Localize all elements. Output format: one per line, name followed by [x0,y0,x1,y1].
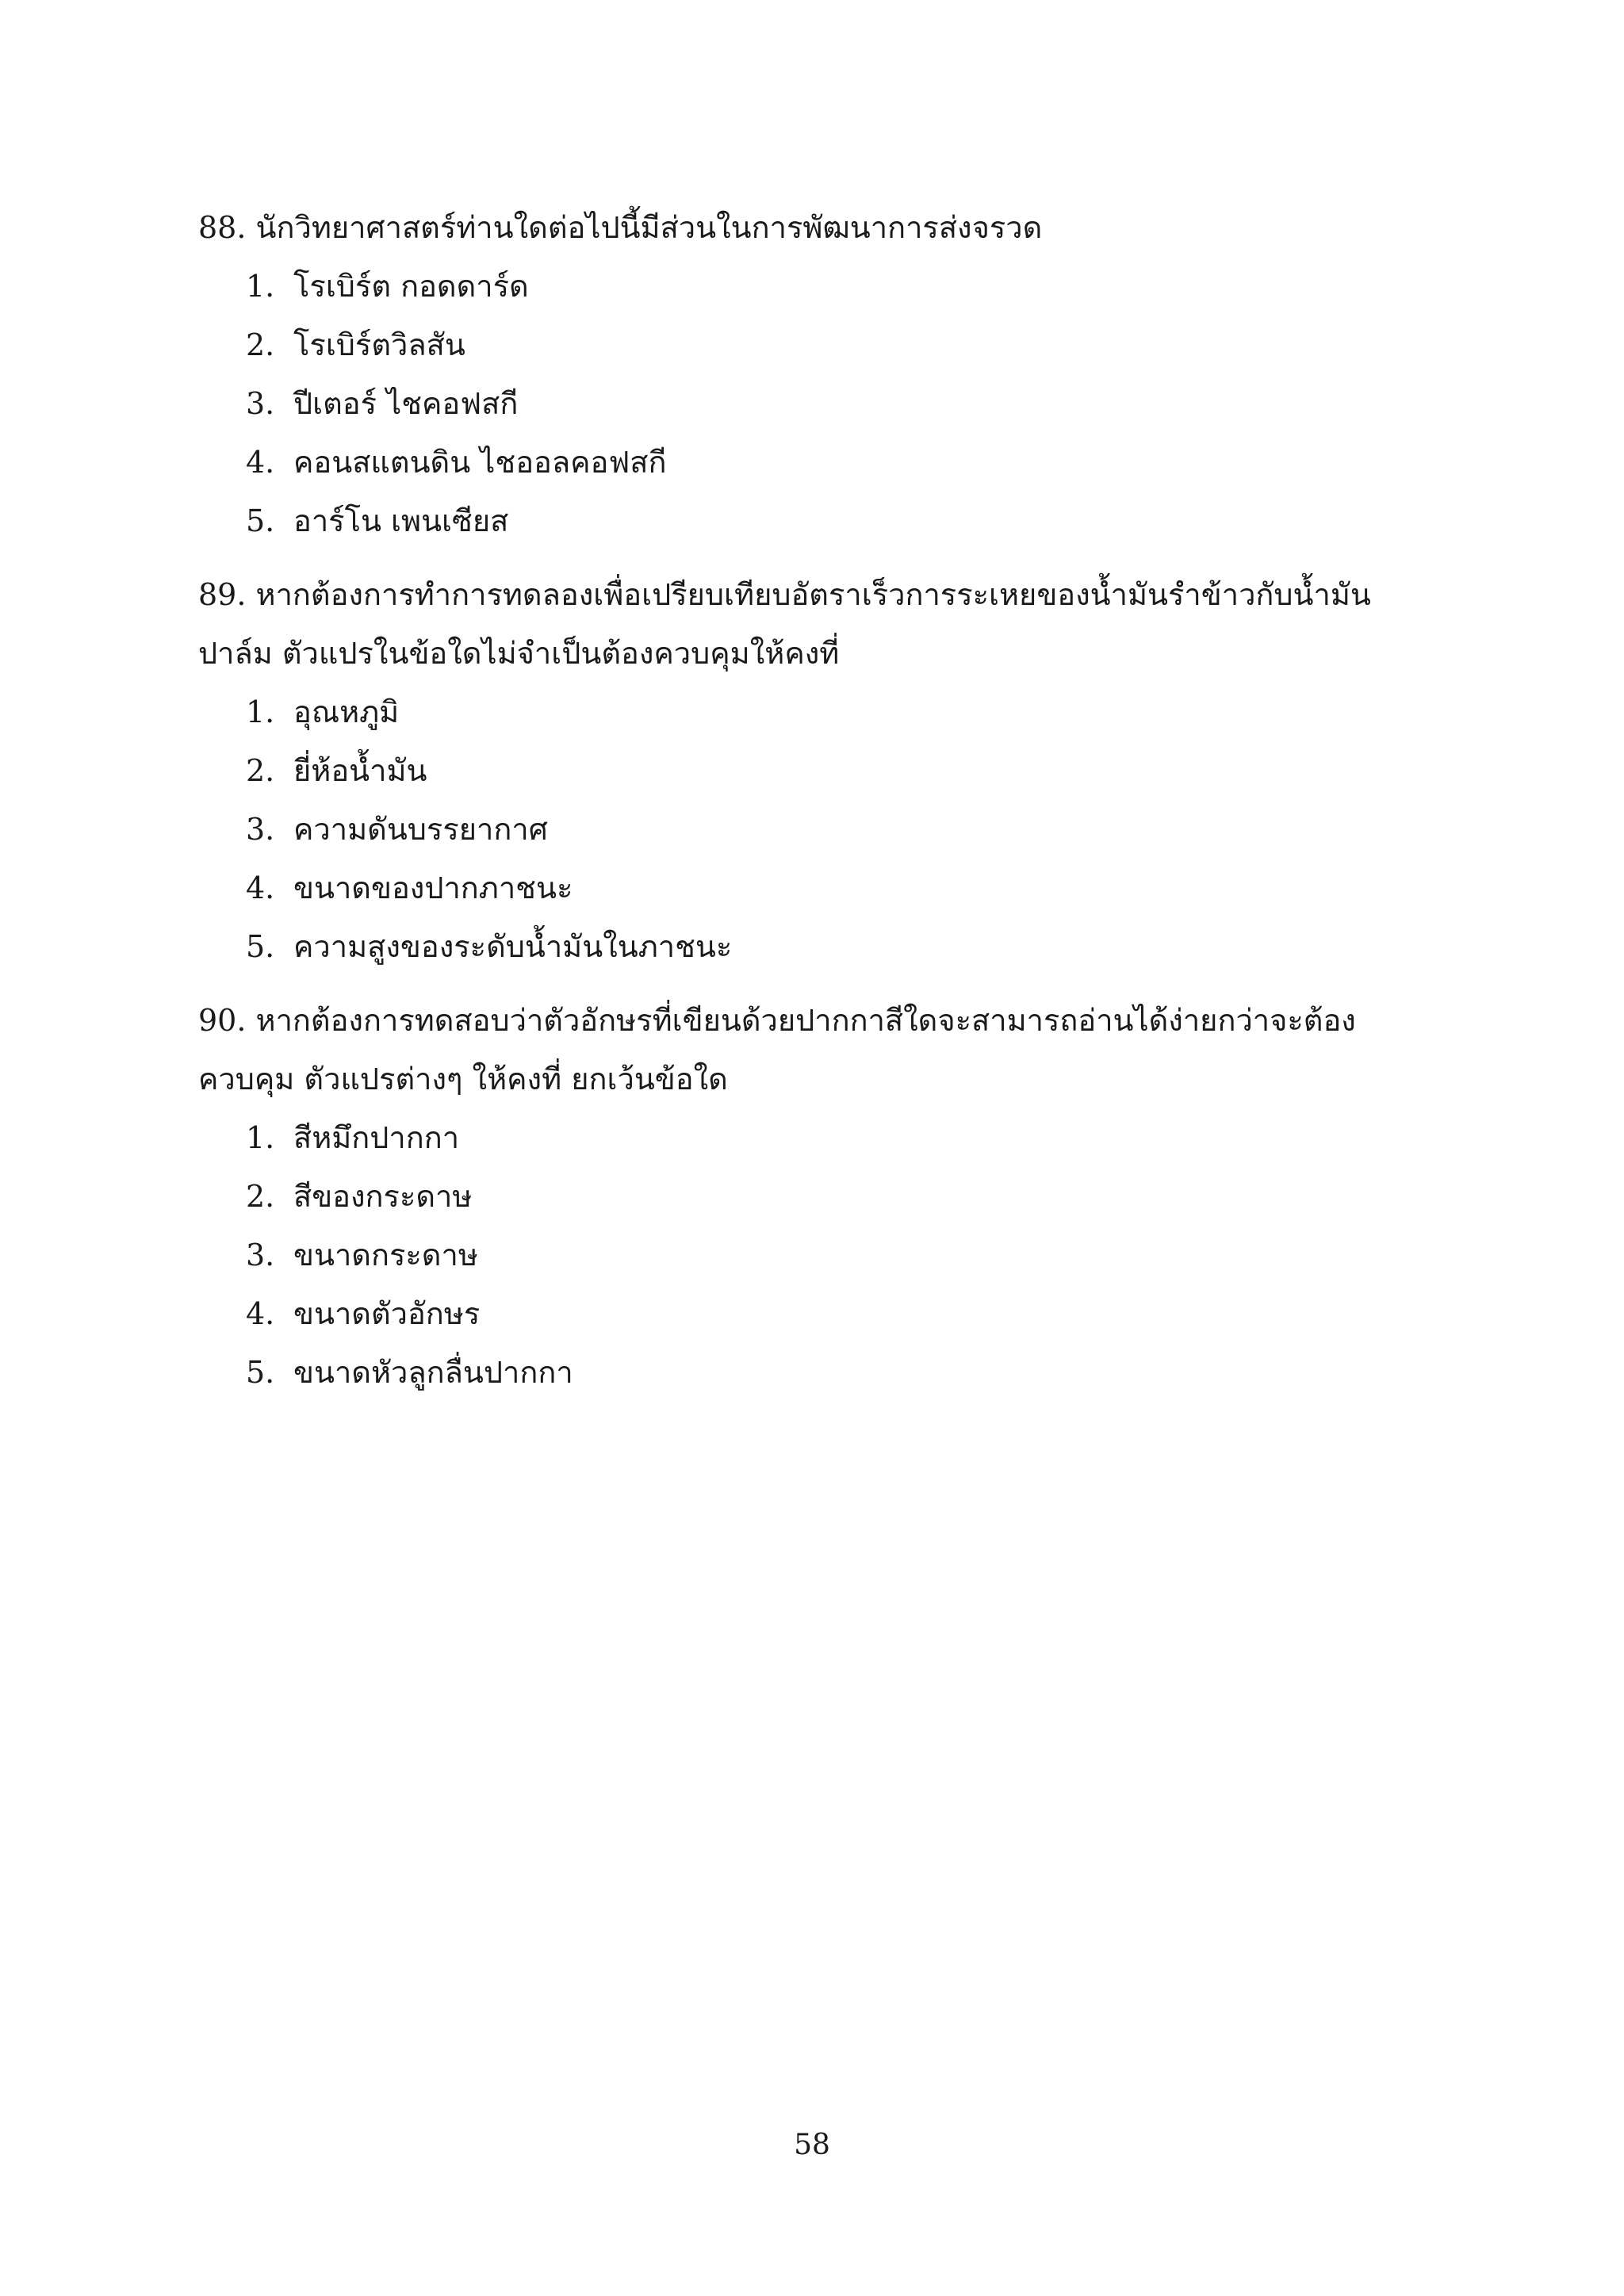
question-88 [198,198,1435,550]
question-body: หากต้องการทดสอบว่าตัวอักษรที่เขียนด้วยปากกาสีใดจะสามารถอ่านได้ง่ายกว่าจะต้องควบคุม ตัวแปรต่างๆ ให้คงที่ ยกเว้นข้อใด [198,1003,1356,1096]
page-number: 58 [794,2129,830,2161]
option-number: 4. [246,445,275,480]
option-text: สีหมึกปากกา [293,1120,460,1155]
option-number: 3. [246,812,275,847]
question-89 [198,565,1435,976]
option-number: 5. [246,929,275,964]
option-number: 1. [246,1120,275,1155]
option-number: 3. [246,1238,275,1272]
option-number: 2. [246,327,275,362]
option-text: ปีเตอร์ ไชคอฟสกี [293,386,519,421]
option-list [198,257,1435,550]
option-number: 5. [246,503,275,538]
option-item [198,859,1435,917]
option-item [198,492,1435,550]
option-item [198,917,1435,976]
option-number: 5. [246,1355,275,1390]
option-text: ความสูงของระดับน้ำมันในภาชนะ [293,929,733,964]
option-text: ความดันบรรยากาศ [293,812,548,847]
option-number: 2. [246,753,275,788]
option-text: ขนาดตัวอักษร [293,1296,481,1331]
option-item [198,374,1435,433]
option-number: 1. [246,695,275,729]
option-text: ขนาดหัวลูกลื่นปากกา [293,1355,573,1390]
option-item [198,741,1435,800]
option-item [198,1284,1435,1343]
option-number: 4. [246,1296,275,1331]
option-list [198,683,1435,976]
option-text: ขนาดของปากภาชนะ [293,871,573,905]
question-number: 88. [198,210,247,245]
option-item [198,316,1435,374]
question-number: 90. [198,1003,247,1038]
question-text [198,565,1435,683]
option-item [198,1167,1435,1226]
option-item [198,433,1435,492]
option-number: 4. [246,871,275,905]
option-text: อาร์โน เพนเซียส [293,503,509,538]
option-number: 1. [246,269,275,304]
option-text: ขนาดกระดาษ [293,1238,478,1272]
question-number: 89. [198,577,247,612]
question-text [198,198,1435,257]
option-item [198,683,1435,741]
option-item [198,800,1435,859]
question-body: หากต้องการทำการทดลองเพื่อเปรียบเทียบอัตราเร็วการระเหยของน้ำมันรำข้าวกับน้ำมันปาล์ม ตัวแปรในข้อใดไม่จำเป็นต้องควบคุมให้คงที่ [198,577,1371,671]
option-item [198,1343,1435,1402]
question-body: นักวิทยาศาสตร์ท่านใดต่อไปนี้มีส่วนในการพัฒนาการส่งจรวด [255,210,1043,245]
option-item [198,1226,1435,1284]
option-text: คอนสแตนดิน ไชออลคอฟสกี [293,445,667,480]
option-text: สีของกระดาษ [293,1179,473,1214]
option-number: 3. [246,386,275,421]
option-text: โรเบิร์ตวิลสัน [293,327,465,362]
option-number: 2. [246,1179,275,1214]
option-text: โรเบิร์ต กอดดาร์ด [293,269,529,304]
option-item [198,257,1435,316]
option-item [198,1108,1435,1167]
option-list [198,1108,1435,1402]
option-text: ยี่ห้อน้ำมัน [293,753,427,788]
question-90 [198,991,1435,1402]
option-text: อุณหภูมิ [293,695,400,729]
question-text [198,991,1435,1108]
